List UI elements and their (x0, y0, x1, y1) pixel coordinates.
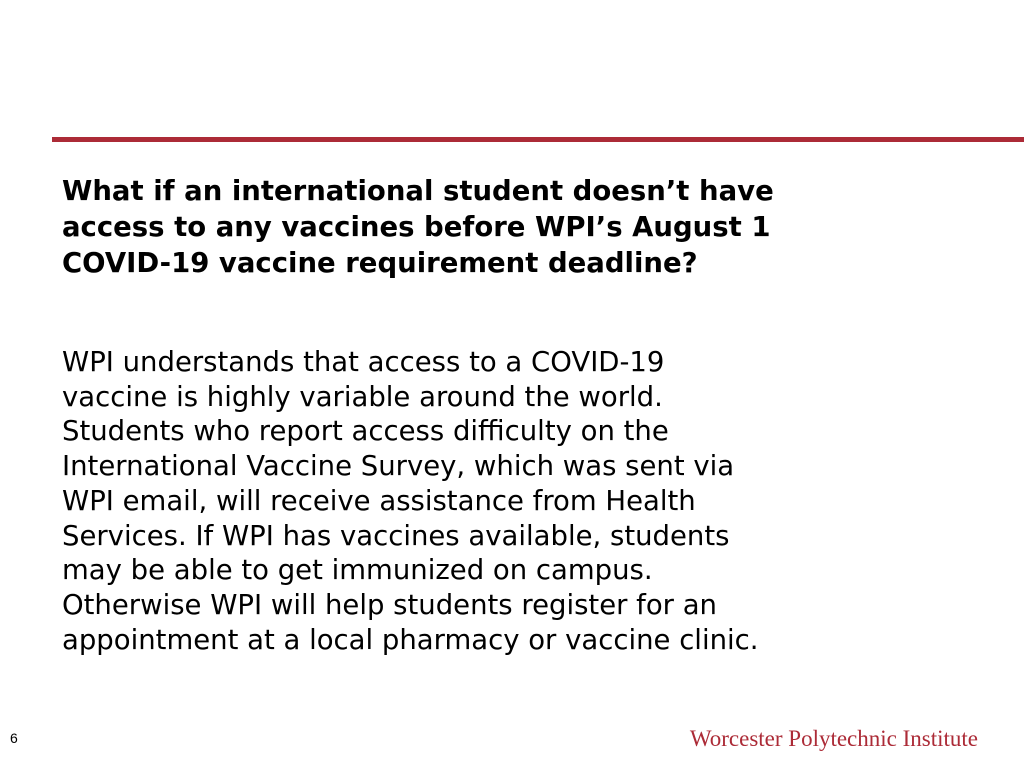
page-number: 6 (10, 730, 18, 746)
slide-heading (62, 173, 972, 281)
body-line: may be able to get immunized on campus. (62, 554, 653, 587)
slide-body (62, 345, 982, 657)
body-line: International Vaccine Survey, which was sent via (62, 450, 735, 483)
body-line: appointment at a local pharmacy or vaccine clinic. (62, 623, 759, 656)
body-line: WPI email, will receive assistance from Health (62, 484, 696, 517)
body-line: Students who report access difficulty on the (62, 415, 669, 448)
heading-line: What if an international student doesn’t have (62, 175, 774, 207)
heading-line: access to any vaccines before WPI’s August 1 (62, 211, 771, 243)
institution-wordmark: Worcester Polytechnic Institute (689, 726, 978, 751)
body-line: vaccine is highly variable around the world. (62, 380, 663, 413)
body-line: WPI understands that access to a COVID-19 (62, 346, 665, 378)
body-line: Services. If WPI has vaccines available, students (62, 519, 730, 552)
heading-line: COVID-19 vaccine requirement deadline? (62, 247, 698, 279)
header-divider (52, 137, 1024, 142)
body-line: Otherwise WPI will help students register for an (62, 588, 717, 621)
